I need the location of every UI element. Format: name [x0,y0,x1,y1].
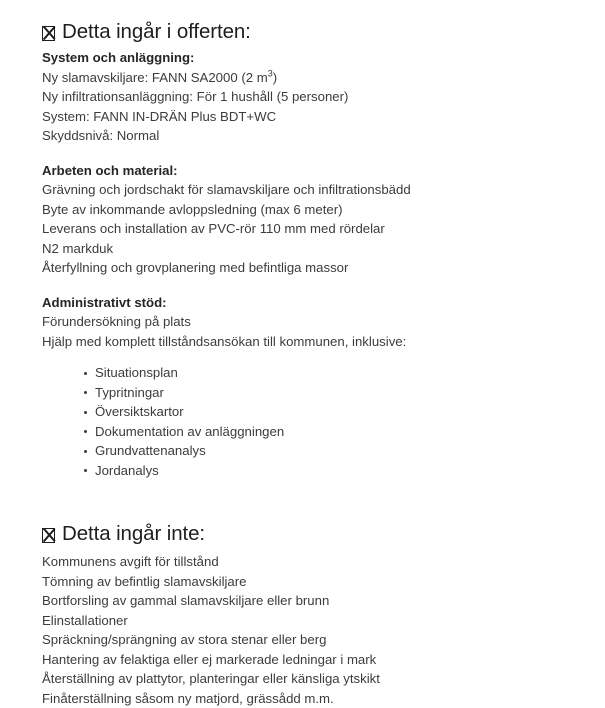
list-item: Typritningar [84,383,605,403]
checked-box-tofu-icon [42,528,55,543]
excluded-line: Tömning av befintlig slamavskiljare [42,572,605,592]
excluded-line: Hantering av felaktiga eller ej markerade ledningar i mark [42,650,605,670]
included-line: Ny slamavskiljare: FANN SA2000 (2 $m^3$) [42,68,605,88]
list-item: Översiktskartor [84,402,605,422]
included-line: Återfyllning och grovplanering med befintliga massor [42,258,605,278]
excluded-line: Elinstallationer [42,611,605,631]
included-line: System: FANN IN-DRÄN Plus BDT+WC [42,107,605,127]
section-included [42,19,605,480]
sub-heading-system: System och anläggning: [42,48,605,68]
excluded-section-heading [42,521,605,547]
excluded-line: Finåterställning såsom ny matjord, grässådd m.m. [42,689,605,708]
bullets-spacer [42,351,605,363]
checked-box-tofu-icon [42,26,55,41]
included-line: Skyddsnivå: Normal [42,126,605,146]
list-item: Jordanalys [84,461,605,481]
excluded-line: Spräckning/sprängning av stora stenar eller berg [42,630,605,650]
sub-heading-administrativt: Administrativt stöd: [42,293,605,313]
group-spacer [42,146,605,161]
group-spacer [42,278,605,293]
included-line: Förundersökning på plats [42,312,605,332]
list-item: Grundvattenanalys [84,441,605,461]
group-administrativt-stod [42,293,605,352]
section-spacer [42,480,605,521]
sub-heading-arbeten: Arbeten och material: [42,161,605,181]
group-system-och-anlaggning [42,48,605,146]
included-line: Grävning och jordschakt för slamavskiljare och infiltrationsbädd [42,180,605,200]
included-line: Hjälp med komplett tillståndsansökan till kommunen, inklusive: [42,332,605,352]
included-line: Byte av inkommande avloppsledning (max 6 meter) [42,200,605,220]
included-heading-text: Detta ingår i offerten: [62,19,251,45]
included-line: Ny infiltrationsanläggning: För 1 hushåll (5 personer) [42,87,605,107]
list-item: Dokumentation av anläggningen [84,422,605,442]
excluded-heading-text: Detta ingår inte: [62,521,205,547]
included-section-heading [42,19,605,45]
top-spacer [42,0,605,19]
excluded-line: Återställning av plattytor, planteringar eller känsliga ytskikt [42,669,605,689]
group-arbeten-och-material [42,161,605,278]
included-bullet-list [42,363,605,480]
included-line: N2 markduk [42,239,605,259]
included-line: Leverans och installation av PVC-rör 110 mm med rördelar [42,219,605,239]
excluded-line: Kommunens avgift för tillstånd [42,552,605,572]
excluded-line: Bortforsling av gammal slamavskiljare eller brunn [42,591,605,611]
section-excluded [42,521,605,708]
list-item: Situationsplan [84,363,605,383]
